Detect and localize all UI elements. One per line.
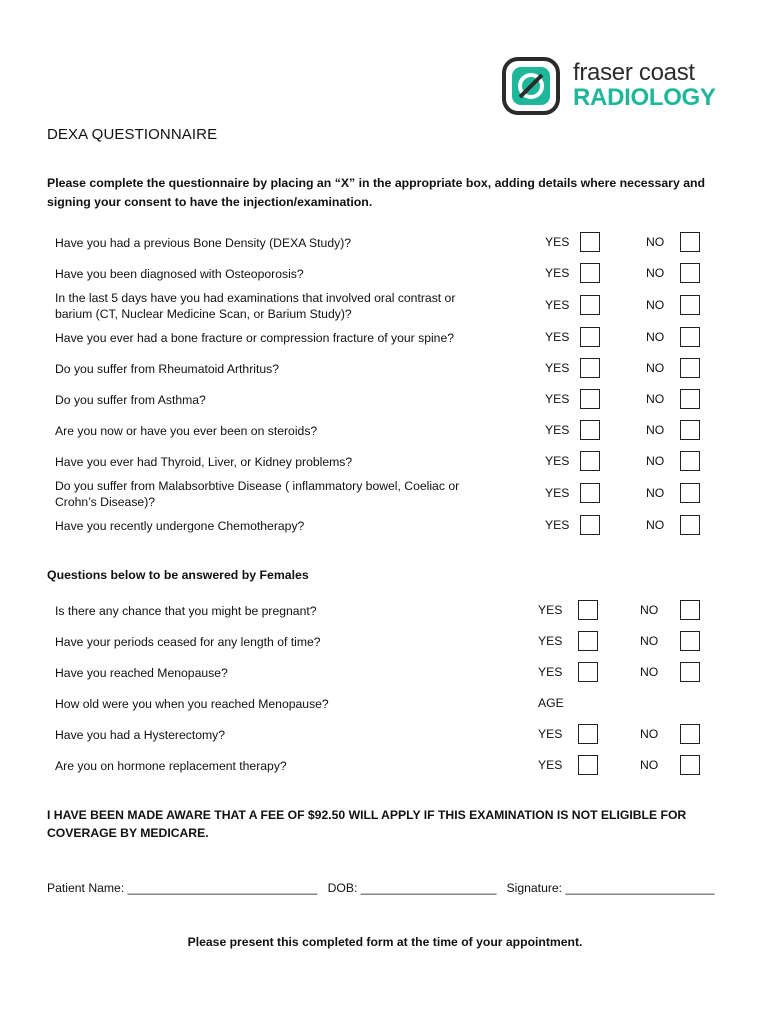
female-question-2-no-checkbox[interactable] [680,631,700,651]
female-question-1-yes-label: YES [538,603,563,617]
question-2-yes-label: YES [545,266,570,280]
question-5-no-label: NO [646,361,665,375]
question-7-no-checkbox[interactable] [680,420,700,440]
female-question-6-yes-checkbox[interactable] [578,755,598,775]
question-4-yes-label: YES [545,330,570,344]
question-5-no-checkbox[interactable] [680,358,700,378]
female-question-3-no-label: NO [640,665,659,679]
question-2-no-label: NO [646,266,665,280]
question-5-text: Do you suffer from Rheumatoid Arthritus? [55,362,279,376]
female-question-5-no-label: NO [640,727,659,741]
question-10-yes-checkbox[interactable] [580,515,600,535]
female-question-6-yes-label: YES [538,758,563,772]
female-question-3-yes-label: YES [538,665,563,679]
dob-label: DOB: [327,881,358,895]
female-question-5-text: Have you had a Hysterectomy? [55,728,226,742]
question-4-yes-checkbox[interactable] [580,327,600,347]
female-question-2-yes-checkbox[interactable] [578,631,598,651]
question-2-no-checkbox[interactable] [680,263,700,283]
question-8-yes-label: YES [545,454,570,468]
female-question-4-text: How old were you when you reached Menopause? [55,697,329,711]
question-9-no-label: NO [646,486,665,500]
question-3-yes-checkbox[interactable] [580,295,600,315]
question-10-text: Have you recently undergone Chemotherapy? [55,519,305,533]
female-question-2-yes-label: YES [538,634,563,648]
question-8-text: Have you ever had Thyroid, Liver, or Kidney problems? [55,455,353,469]
signature-field[interactable]: ______________________ [565,881,715,895]
question-5-yes-label: YES [545,361,570,375]
female-question-3-text: Have you reached Menopause? [55,666,228,680]
fee-notice: I HAVE BEEN MADE AWARE THAT A FEE OF $92.50 WILL APPLY IF THIS EXAMINATION IS NOT ELIGIBLE FOR COVERAGE BY MEDICARE. [47,808,687,840]
question-9-yes-label: YES [545,486,570,500]
question-4-no-checkbox[interactable] [680,327,700,347]
question-6-no-checkbox[interactable] [680,389,700,409]
question-6-yes-label: YES [545,392,570,406]
female-question-1-no-label: NO [640,603,659,617]
question-2-yes-checkbox[interactable] [580,263,600,283]
signature-line [47,881,715,895]
question-7-yes-label: YES [545,423,570,437]
question-7-no-label: NO [646,423,665,437]
question-8-yes-checkbox[interactable] [580,451,600,471]
question-1-text: Have you had a previous Bone Density (DEXA Study)? [55,236,352,250]
question-1-yes-label: YES [545,235,570,249]
female-question-5-yes-checkbox[interactable] [578,724,598,744]
question-1-yes-checkbox[interactable] [580,232,600,252]
question-10-yes-label: YES [545,518,570,532]
female-question-3-yes-checkbox[interactable] [578,662,598,682]
female-question-1-text: Is there any chance that you might be pregnant? [55,604,317,618]
question-6-text: Do you suffer from Asthma? [55,393,206,407]
question-10-no-label: NO [646,518,665,532]
signature-label: Signature: [506,881,563,895]
female-question-3-no-checkbox[interactable] [680,662,700,682]
female-question-2-text: Have your periods ceased for any length of time? [55,635,321,649]
logo-mark-icon [502,57,564,115]
logo-line-2: RADIOLOGY [573,84,716,111]
question-7-text: Are you now or have you ever been on steroids? [55,424,318,438]
question-4-no-label: NO [646,330,665,344]
dob-field[interactable]: ____________________ [360,881,497,895]
logo-line-1: fraser coast [573,59,695,86]
female-question-6-no-checkbox[interactable] [680,755,700,775]
question-6-no-label: NO [646,392,665,406]
patient-name-label: Patient Name: [47,881,125,895]
female-question-1-yes-checkbox[interactable] [578,600,598,620]
question-3-text: In the last 5 days have you had examinations that involved oral contrast or barium (CT, Nuclear Medicine Scan, or Barium Study)? [55,291,456,321]
female-question-5-yes-label: YES [538,727,563,741]
females-heading: Questions below to be answered by Females [47,568,309,582]
intro-instructions: Please complete the questionnaire by placing an “X” in the appropriate box, adding details where necessary and signing your consent to have the injection/examination. [47,176,706,209]
question-2-text: Have you been diagnosed with Osteoporosis? [55,267,304,281]
page-title: DEXA QUESTIONNAIRE [47,126,218,143]
question-6-yes-checkbox[interactable] [580,389,600,409]
question-1-no-checkbox[interactable] [680,232,700,252]
female-question-1-no-checkbox[interactable] [680,600,700,620]
female-question-4-age-label: AGE [538,696,564,710]
question-3-yes-label: YES [545,298,570,312]
question-4-text: Have you ever had a bone fracture or compression fracture of your spine? [55,331,455,345]
question-3-no-checkbox[interactable] [680,295,700,315]
question-9-yes-checkbox[interactable] [580,483,600,503]
female-question-6-no-label: NO [640,758,659,772]
question-7-yes-checkbox[interactable] [580,420,600,440]
footer-note: Please present this completed form at the time of your appointment. [187,935,583,949]
female-question-6-text: Are you on hormone replacement therapy? [55,759,287,773]
female-question-2-no-label: NO [640,634,659,648]
female-question-5-no-checkbox[interactable] [680,724,700,744]
fraser-coast-radiology-logo [502,57,717,115]
question-3-no-label: NO [646,298,665,312]
question-9-text: Do you suffer from Malabsorbtive Disease ( inflammatory bowel, Coeliac or Crohn’s Disease)? [55,479,460,509]
question-8-no-checkbox[interactable] [680,451,700,471]
question-1-no-label: NO [646,235,665,249]
question-9-no-checkbox[interactable] [680,483,700,503]
question-5-yes-checkbox[interactable] [580,358,600,378]
patient-name-field[interactable]: ____________________________ [127,881,318,895]
question-10-no-checkbox[interactable] [680,515,700,535]
question-8-no-label: NO [646,454,665,468]
